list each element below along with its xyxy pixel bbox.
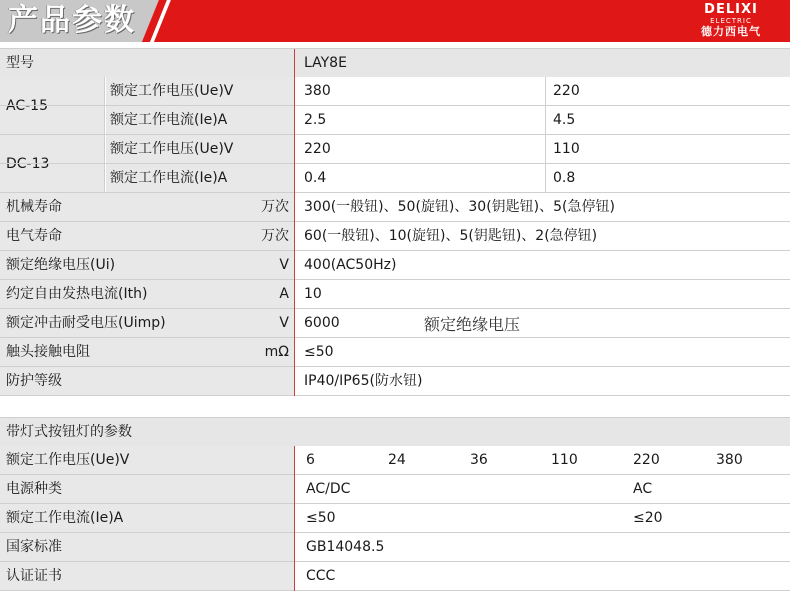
table-row — [0, 222, 790, 251]
lamp-standard-label: 国家标准 — [6, 539, 62, 555]
overlay-text: 额定绝缘电压 — [424, 315, 521, 334]
dc13-voltage-v1: 220 — [304, 141, 331, 157]
table-row — [0, 135, 790, 164]
lamp-cert-value: CCC — [306, 568, 336, 584]
table-row — [0, 562, 790, 591]
table-row — [0, 533, 790, 562]
brand-logo — [686, 3, 776, 39]
table-row — [0, 193, 790, 222]
row-value: IP40/IP65(防水钮) — [304, 373, 423, 389]
page-title: 产品参数 — [8, 3, 136, 38]
dc13-voltage-label: 额定工作电压(Ue)V — [110, 141, 234, 157]
ac15-label: AC-15 — [6, 98, 48, 114]
dc13-current-label: 额定工作电流(Ie)A — [110, 170, 228, 186]
lamp-current-label: 额定工作电流(Ie)A — [6, 510, 124, 526]
row-unit: V — [279, 257, 289, 273]
row-label: 触头接触电阻 — [6, 344, 90, 360]
brand-cn: 德力西电气 — [701, 25, 761, 38]
row-unit: A — [279, 286, 289, 302]
table-row — [0, 504, 790, 533]
row-unit: 万次 — [261, 199, 289, 215]
lamp-section-title: 带灯式按钮灯的参数 — [6, 424, 132, 440]
table-row — [0, 106, 790, 135]
dc13-current-v1: 0.4 — [304, 170, 327, 186]
row-value: 6000 — [304, 315, 340, 331]
lamp-current-v2: ≤20 — [633, 510, 663, 526]
lamp-voltage-value: 110 — [551, 452, 578, 468]
table-row — [0, 280, 790, 309]
lamp-power-v2: AC — [633, 481, 653, 497]
row-label: 电气寿命 — [6, 228, 62, 244]
row-unit: mΩ — [264, 344, 289, 360]
ac15-voltage-v2: 220 — [553, 83, 580, 99]
table-row — [0, 309, 790, 338]
lamp-voltage-value: 36 — [470, 452, 488, 468]
lamp-voltage-value: 24 — [388, 452, 406, 468]
table-row — [0, 164, 790, 193]
lamp-voltage-value: 380 — [716, 452, 743, 468]
lamp-standard-value: GB14048.5 — [306, 539, 385, 555]
model-label: 型号 — [6, 55, 34, 71]
lamp-table — [0, 417, 790, 591]
table-row — [0, 338, 790, 367]
row-label: 约定自由发热电流(Ith) — [6, 286, 148, 302]
row-value: ≤50 — [304, 344, 334, 360]
row-value: 60(一般钮)、10(旋钮)、5(钥匙钮)、2(急停钮) — [304, 228, 598, 244]
model-value: LAY8E — [304, 55, 347, 71]
brand-name: DELIXI — [704, 2, 758, 17]
ac15-current-label: 额定工作电流(Ie)A — [110, 112, 228, 128]
table-row — [0, 77, 790, 106]
lamp-voltage-label: 额定工作电压(Ue)V — [6, 452, 130, 468]
table-row — [0, 417, 790, 446]
ac15-current-v1: 2.5 — [304, 112, 327, 128]
ac15-group — [0, 77, 790, 135]
row-value: 300(一般钮)、50(旋钮)、30(钥匙钮)、5(急停钮) — [304, 199, 615, 215]
row-label: 额定绝缘电压(Ui) — [6, 257, 116, 273]
ac15-voltage-label: 额定工作电压(Ue)V — [110, 83, 234, 99]
row-label: 机械寿命 — [6, 199, 62, 215]
ac15-current-v2: 4.5 — [553, 112, 576, 128]
header-banner — [0, 0, 790, 42]
lamp-power-label: 电源种类 — [6, 481, 62, 497]
dc13-group — [0, 135, 790, 193]
dc13-voltage-v2: 110 — [553, 141, 580, 157]
row-value: 10 — [304, 286, 322, 302]
lamp-power-v1: AC/DC — [306, 481, 351, 497]
row-unit: 万次 — [261, 228, 289, 244]
brand-sub: ELECTRIC — [710, 17, 752, 25]
table-row — [0, 367, 790, 396]
dc13-current-v2: 0.8 — [553, 170, 576, 186]
row-label: 防护等级 — [6, 373, 62, 389]
lamp-voltage-value: 6 — [306, 452, 315, 468]
table-row — [0, 446, 790, 475]
lamp-current-v1: ≤50 — [306, 510, 336, 526]
spec-table — [0, 48, 790, 396]
lamp-voltage-value: 220 — [633, 452, 660, 468]
lamp-cert-label: 认证证书 — [6, 568, 62, 584]
table-row — [0, 251, 790, 280]
dc13-label: DC-13 — [6, 156, 50, 172]
ac15-voltage-v1: 380 — [304, 83, 331, 99]
row-unit: V — [279, 315, 289, 331]
row-value: 400(AC50Hz) — [304, 257, 397, 273]
row-label: 额定冲击耐受电压(Uimp) — [6, 315, 166, 331]
table-row — [0, 475, 790, 504]
table-row — [0, 48, 790, 77]
